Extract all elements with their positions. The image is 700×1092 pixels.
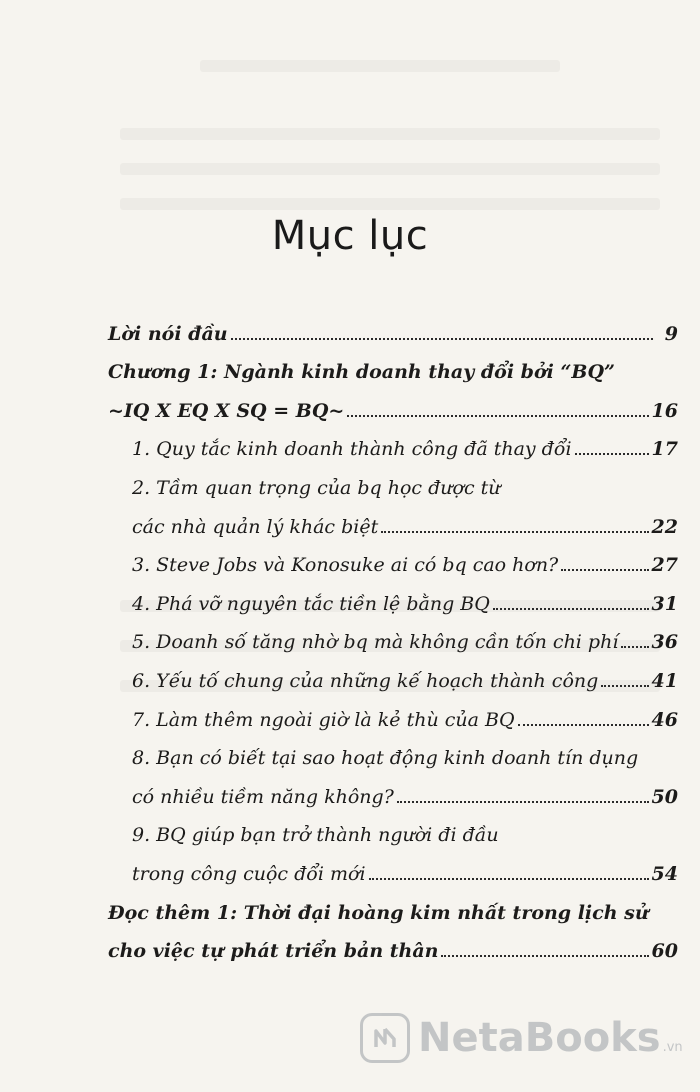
toc-page-number: 46 bbox=[651, 708, 678, 731]
toc-entry bbox=[108, 924, 678, 963]
toc-entry bbox=[108, 306, 678, 345]
dot-leader bbox=[441, 955, 648, 957]
toc-entry bbox=[108, 538, 678, 577]
toc-entry-text: ~IQ X EQ X SQ = BQ~ bbox=[108, 399, 345, 422]
toc-entry bbox=[108, 885, 678, 924]
toc-entry bbox=[108, 615, 678, 654]
toc-entry-text: Chương 1: Ngành kinh doanh thay đổi bởi “BQ” bbox=[108, 361, 615, 384]
toc-entry-text: 9. BQ giúp bạn trở thành người đi đầu bbox=[132, 824, 499, 847]
dot-leader bbox=[493, 608, 649, 610]
dot-leader bbox=[575, 453, 649, 455]
toc-entry-text: trong công cuộc đổi mới bbox=[132, 862, 366, 885]
toc-entry bbox=[108, 808, 678, 847]
toc-entry bbox=[108, 731, 678, 770]
toc-entry bbox=[108, 460, 678, 499]
toc-entry-text: 7. Làm thêm ngoài giờ là kẻ thù của BQ bbox=[132, 708, 515, 731]
dot-leader bbox=[621, 646, 648, 648]
toc-page-number: 60 bbox=[651, 940, 678, 963]
table-of-contents bbox=[108, 306, 678, 962]
watermark-brand: NetaBooks bbox=[418, 1015, 661, 1061]
toc-entry-text: Lời nói đầu bbox=[108, 322, 228, 345]
dot-leader bbox=[561, 569, 648, 571]
page-title: Mục lục bbox=[271, 213, 429, 259]
toc-page-number: 36 bbox=[651, 631, 678, 654]
toc-entry bbox=[108, 653, 678, 692]
toc-entry-text: 4. Phá vỡ nguyên tắc tiền lệ bằng BQ bbox=[132, 592, 490, 615]
toc-entry-text: 8. Bạn có biết tại sao hoạt động kinh doanh tín dụng bbox=[132, 747, 639, 770]
toc-entry bbox=[108, 846, 678, 885]
toc-entry-text: Đọc thêm 1: Thời đại hoàng kim nhất trong lịch sử bbox=[108, 901, 649, 924]
toc-entry bbox=[108, 383, 678, 422]
netabooks-logo-icon bbox=[360, 1013, 410, 1063]
toc-entry-text: 5. Doanh số tăng nhờ bq mà không cần tốn chi phí bbox=[132, 631, 619, 654]
watermark bbox=[360, 1008, 683, 1068]
toc-page-number: 27 bbox=[651, 554, 678, 577]
dot-leader bbox=[347, 415, 648, 417]
toc-entry bbox=[108, 422, 678, 461]
dot-leader bbox=[381, 531, 648, 533]
toc-entry-text: 2. Tầm quan trọng của bq học được từ bbox=[132, 476, 501, 499]
toc-page-number: 22 bbox=[651, 515, 678, 538]
toc-entry-text: các nhà quản lý khác biệt bbox=[132, 515, 379, 538]
toc-page-number: 17 bbox=[651, 438, 678, 461]
toc-page-number: 9 bbox=[664, 322, 678, 345]
toc-entry bbox=[108, 345, 678, 384]
toc-entry bbox=[108, 692, 678, 731]
toc-entry-text: 6. Yếu tố chung của những kế hoạch thành công bbox=[132, 669, 599, 692]
toc-page-number: 54 bbox=[651, 862, 678, 885]
dot-leader bbox=[397, 801, 649, 803]
dot-leader bbox=[518, 724, 649, 726]
toc-page-number: 50 bbox=[651, 785, 678, 808]
toc-page-number: 41 bbox=[651, 669, 678, 692]
toc-entry bbox=[108, 499, 678, 538]
watermark-suffix: .vn bbox=[662, 1039, 683, 1055]
dot-leader bbox=[231, 338, 653, 340]
toc-entry-text: cho việc tự phát triển bản thân bbox=[108, 940, 439, 963]
toc-entry-text: có nhiều tiềm năng không? bbox=[132, 785, 394, 808]
dot-leader bbox=[601, 685, 648, 687]
toc-page-number: 31 bbox=[651, 592, 678, 615]
toc-entry-text: 3. Steve Jobs và Konosuke ai có bq cao hơn? bbox=[132, 554, 559, 577]
dot-leader bbox=[369, 878, 649, 880]
toc-entry bbox=[108, 769, 678, 808]
toc-entry bbox=[108, 576, 678, 615]
toc-page-number: 16 bbox=[651, 399, 678, 422]
toc-entry-text: 1. Quy tắc kinh doanh thành công đã thay đổi bbox=[132, 438, 572, 461]
